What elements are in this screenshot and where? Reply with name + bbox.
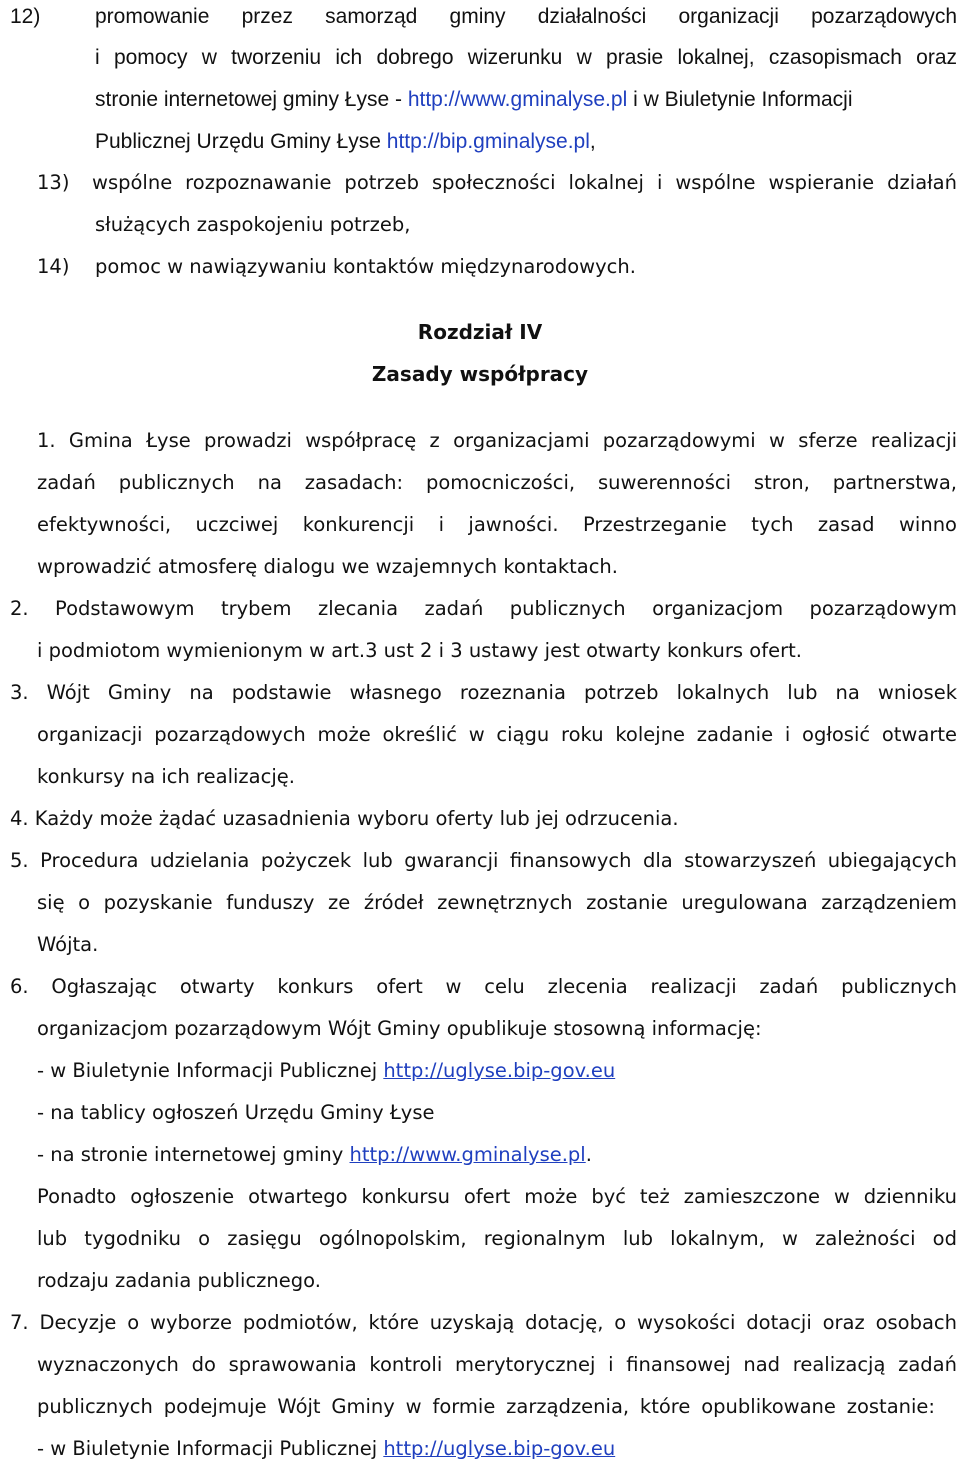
para-6-bullet-3-text: - na stronie internetowej gminy	[37, 1143, 350, 1166]
chapter-title: Rozdział IV	[417, 320, 543, 344]
item-13-line-2: służących zaspokojeniu potrzeb,	[95, 213, 411, 236]
item-13-line-1: wspólne rozpoznawanie potrzeb społeczności lokalnej i wspólne wspieranie działań	[92, 171, 957, 194]
item-14-number: 14)	[37, 255, 70, 278]
item-12-line-2: i pomocy w tworzeniu ich dobrego wizerunku w prasie lokalnej, czasopismach oraz	[95, 46, 957, 69]
para-3-line-2: organizacji pozarządowych może określić w ciągu roku kolejne zadanie i ogłosić otwarte	[37, 723, 957, 746]
chapter-subtitle: Zasady współpracy	[371, 362, 589, 386]
para-6-line-8: rodzaju zadania publicznego.	[37, 1269, 321, 1292]
para-7-bullet-1-text: - w Biuletynie Informacji Publicznej	[37, 1437, 384, 1460]
bip-gminalyse-link[interactable]: http://bip.gminalyse.pl	[386, 130, 590, 153]
para-2-line-2: i podmiotom wymienionym w art.3 ust 2 i 3 ustawy jest otwarty konkurs ofert.	[37, 639, 802, 662]
uglyse-bip-link[interactable]: http://uglyse.bip-gov.eu	[383, 1059, 616, 1082]
para-6-line-6: Ponadto ogłoszenie otwartego konkursu ofert może być też zamieszczone w dzienniku	[37, 1185, 957, 1208]
para-6-bullet-3	[37, 1138, 592, 1172]
gminalyse-www-link[interactable]: http://www.gminalyse.pl	[349, 1143, 586, 1166]
para-6-bullet-1	[37, 1054, 615, 1088]
gminalyse-link[interactable]: http://www.gminalyse.pl	[407, 88, 628, 111]
uglyse-bip-link-2[interactable]: http://uglyse.bip-gov.eu	[383, 1437, 616, 1460]
para-5-line-2: się o pozyskanie funduszy ze źródeł zewnętrznych zostanie uregulowana zarządzeniem	[37, 891, 957, 914]
item-13-number: 13)	[37, 171, 70, 194]
para-6-bullet-3-tail: .	[585, 1143, 592, 1166]
item-12-line-1: promowanie przez samorząd gminy działalności organizacji pozarządowych	[95, 5, 957, 28]
para-1-line-2: zadań publicznych na zasadach: pomocniczości, suwerenności stron, partnerstwa,	[37, 471, 957, 494]
para-3-line-1: 3. Wójt Gminy na podstawie własnego rozeznania potrzeb lokalnych lub na wniosek	[10, 681, 957, 704]
para-7-line-2: wyznaczonych do sprawowania kontroli merytorycznej i finansowej nad realizacją zadań	[37, 1353, 957, 1376]
para-6-bullet-1-text: - w Biuletynie Informacji Publicznej	[37, 1059, 384, 1082]
para-1-line-4: wprowadzić atmosferę dialogu we wzajemnych kontaktach.	[37, 555, 618, 578]
item-12-line-3	[95, 83, 853, 117]
para-1-line-3: efektywności, uczciwej konkurencji i jawności. Przestrzeganie tych zasad winno	[37, 513, 957, 536]
para-7-line-1: 7. Decyzje o wyborze podmiotów, które uzyskają dotację, o wysokości dotacji oraz osobach	[10, 1311, 957, 1334]
para-3-line-3: konkursy na ich realizację.	[37, 765, 295, 788]
para-5-line-3: Wójta.	[37, 933, 99, 956]
para-7-bullet-1	[37, 1432, 615, 1466]
para-5-line-1: 5. Procedura udzielania pożyczek lub gwarancji finansowych dla stowarzyszeń ubiegających	[10, 849, 957, 872]
para-1-line-1: 1. Gmina Łyse prowadzi współpracę z organizacjami pozarządowymi w sferze realizacji	[37, 429, 957, 452]
para-6-bullet-2: - na tablicy ogłoszeń Urzędu Gminy Łyse	[37, 1101, 435, 1124]
item-12-line-3-text: stronie internetowej gminy Łyse -	[95, 88, 408, 111]
item-12-line-4-tail: ,	[589, 130, 596, 153]
para-6-line-1: 6. Ogłaszając otwarty konkurs ofert w celu zlecenia realizacji zadań publicznych	[10, 975, 957, 998]
para-6-line-7: lub tygodniku o zasięgu ogólnopolskim, regionalnym lub lokalnym, w zależności od	[37, 1227, 957, 1250]
item-12-line-4	[95, 125, 596, 159]
item-12-line-3-tail: i w Biuletynie Informacji	[627, 88, 853, 111]
item-12-number: 12)	[10, 5, 41, 28]
para-4-line-1: 4. Każdy może żądać uzasadnienia wyboru oferty lub jej odrzucenia.	[10, 807, 679, 830]
item-14-line-1: pomoc w nawiązywaniu kontaktów międzynarodowych.	[95, 255, 636, 278]
para-2-line-1: 2. Podstawowym trybem zlecania zadań publicznych organizacjom pozarządowym	[10, 597, 957, 620]
item-12-line-4-text: Publicznej Urzędu Gminy Łyse	[95, 130, 387, 153]
para-6-line-2: organizacjom pozarządowym Wójt Gminy opublikuje stosowną informację:	[37, 1017, 762, 1040]
para-7-line-3: publicznych podejmuje Wójt Gminy w formie zarządzenia, które opublikowane zostanie:	[37, 1395, 935, 1418]
